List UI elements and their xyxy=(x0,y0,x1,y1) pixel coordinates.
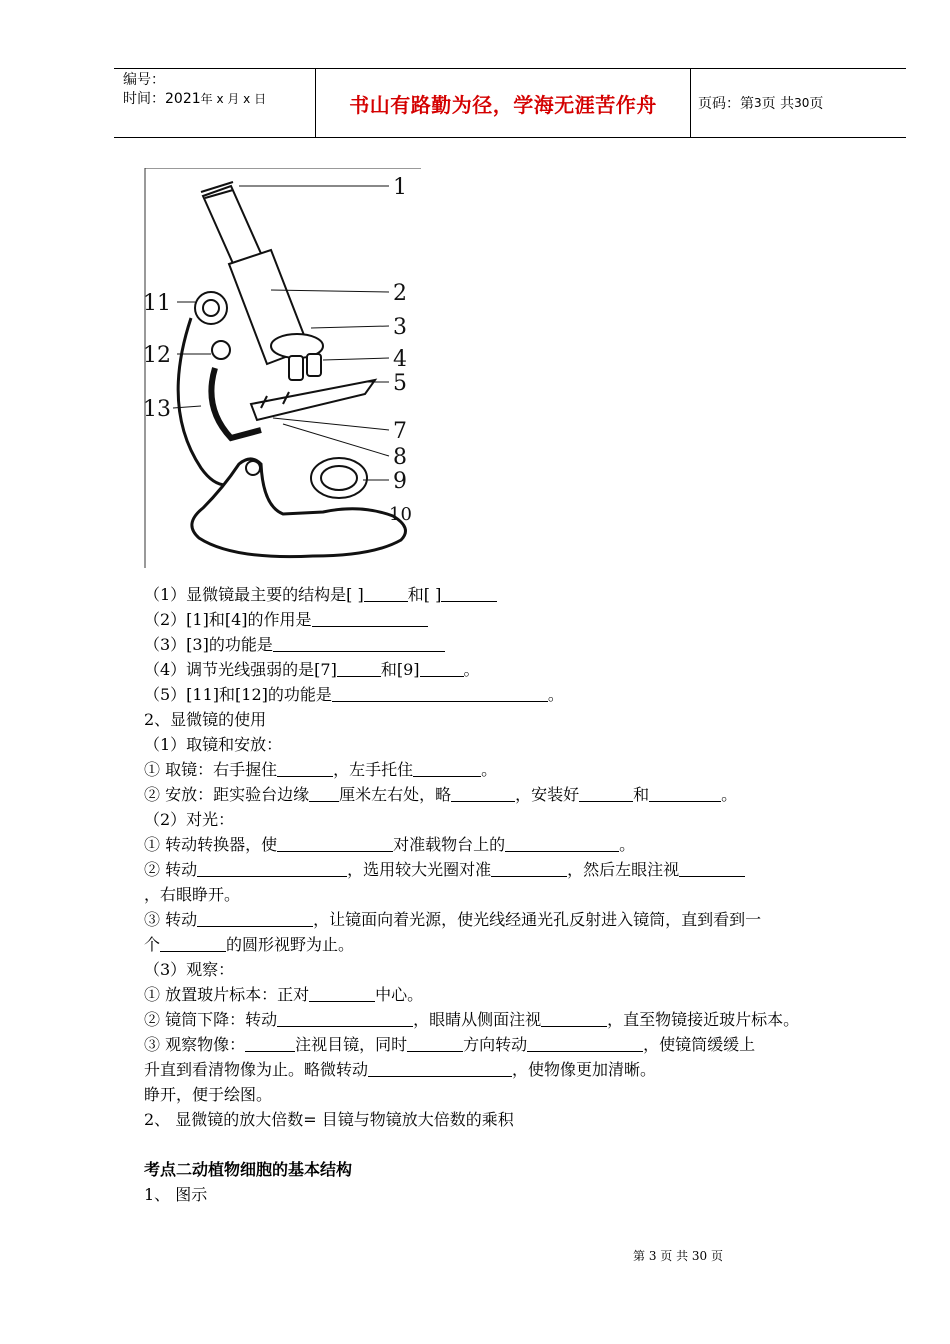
header-meta xyxy=(114,69,314,137)
step-light-3: ③ 转动 ，让镜面向着光源，使光线经通光孔反射进入镜筒，直到看到一 xyxy=(144,910,762,929)
blank[interactable] xyxy=(491,860,567,877)
fig-label-2: 2 xyxy=(393,281,407,306)
step-observe-2: ② 镜筒下降：转动 ，眼睛从侧面注视 ，直至物镜接近玻片标本。 xyxy=(144,1010,800,1029)
fig-label-3: 3 xyxy=(393,315,407,340)
blank[interactable] xyxy=(505,835,619,852)
step-light-3-cont: 个 的圆形视野为止。 xyxy=(144,935,355,954)
blank[interactable] xyxy=(197,910,313,927)
step-take: ① 取镜：右手握住 ，左手托住 。 xyxy=(144,760,498,779)
blank[interactable] xyxy=(579,785,633,802)
key-point-2-title: 考点二动植物细胞的基本结构 xyxy=(144,1160,353,1179)
magnification-note: 2、 显微镜的放大倍数= 目镜与物镜放大倍数的乘积 xyxy=(144,1110,514,1129)
time-line: 时间：2021年 x 月 x 日 xyxy=(123,91,267,107)
blank[interactable] xyxy=(160,935,226,952)
fig-label-10: 10 xyxy=(389,504,412,525)
blank[interactable] xyxy=(649,785,721,802)
question-3: （3）[3]的功能是 xyxy=(144,635,445,655)
blank[interactable] xyxy=(273,635,445,652)
question-5: （5）[11]和[12]的功能是 。 xyxy=(144,685,564,704)
microscope-drawing xyxy=(143,168,421,568)
section-2-2: （2）对光： xyxy=(144,810,235,829)
blank[interactable] xyxy=(277,835,393,852)
step-observe-3-cont2: 睁开，便于绘图。 xyxy=(144,1085,273,1104)
header-page-info: 页码：第 3 页 共 30 页 xyxy=(698,96,824,112)
step-observe-1: ① 放置玻片标本：正对 中心。 xyxy=(144,985,424,1004)
blank[interactable] xyxy=(541,1010,607,1027)
fig-label-9: 9 xyxy=(393,469,407,494)
page-header xyxy=(114,68,906,138)
fig-label-12: 12 xyxy=(143,343,171,368)
step-observe-3-cont: 升直到看清物像为止。略微转动 ，使物像更加清晰。 xyxy=(144,1060,657,1079)
microscope-figure xyxy=(143,168,421,568)
fig-label-5: 5 xyxy=(393,371,407,396)
blank[interactable] xyxy=(312,610,428,627)
blank[interactable] xyxy=(364,585,408,602)
step-place: ② 安放：距实验台边缘 厘米左右处，略 ，安装好 和 。 xyxy=(144,785,738,804)
blank[interactable] xyxy=(413,760,481,777)
fig-label-8: 8 xyxy=(393,445,407,470)
fig-label-7: 7 xyxy=(393,419,407,444)
blank[interactable] xyxy=(309,785,339,802)
blank[interactable] xyxy=(197,860,347,877)
step-light-2-cont: ，右眼睁开。 xyxy=(144,885,241,904)
blank[interactable] xyxy=(337,660,381,677)
blank[interactable] xyxy=(441,585,497,602)
blank[interactable] xyxy=(277,760,333,777)
page-footer: 第 3 页 共 30 页 xyxy=(633,1249,723,1263)
question-4: （4）调节光线强弱的是[7] 和[9] 。 xyxy=(144,660,480,679)
figure-heading: 1、 图示 xyxy=(144,1185,208,1204)
question-2: （2）[1]和[4]的作用是 xyxy=(144,610,428,630)
question-1: （1）显微镜最主要的结构是[ ] 和[ ] xyxy=(144,585,497,605)
section-2-1: （1）取镜和安放： xyxy=(144,735,283,754)
header-motto xyxy=(315,69,691,137)
fig-label-4: 4 xyxy=(393,347,407,372)
blank[interactable] xyxy=(679,860,745,877)
fig-label-11: 11 xyxy=(143,291,171,316)
fig-label-1: 1 xyxy=(393,175,407,200)
section-2-title: 2、显微镜的使用 xyxy=(144,710,267,729)
blank[interactable] xyxy=(407,1035,463,1052)
section-2-3: （3）观察： xyxy=(144,960,235,979)
blank[interactable] xyxy=(420,660,464,677)
fig-label-13: 13 xyxy=(143,397,171,422)
step-light-1: ① 转动转换器，使 对准载物台上的 。 xyxy=(144,835,636,854)
blank[interactable] xyxy=(309,985,375,1002)
blank[interactable] xyxy=(527,1035,643,1052)
step-light-2: ② 转动 ，选用较大光圈对准 ，然后左眼注视 xyxy=(144,860,745,880)
blank[interactable] xyxy=(332,685,548,702)
motto-text: 书山有路勤为径，学海无涯苦作舟 xyxy=(349,92,657,117)
blank[interactable] xyxy=(451,785,515,802)
blank[interactable] xyxy=(368,1060,512,1077)
number-label: 编号： xyxy=(123,72,165,88)
step-observe-3: ③ 观察物像： 注视目镜，同时 方向转动 ，使镜筒缓缓上 xyxy=(144,1035,756,1054)
blank[interactable] xyxy=(277,1010,413,1027)
blank[interactable] xyxy=(245,1035,295,1052)
